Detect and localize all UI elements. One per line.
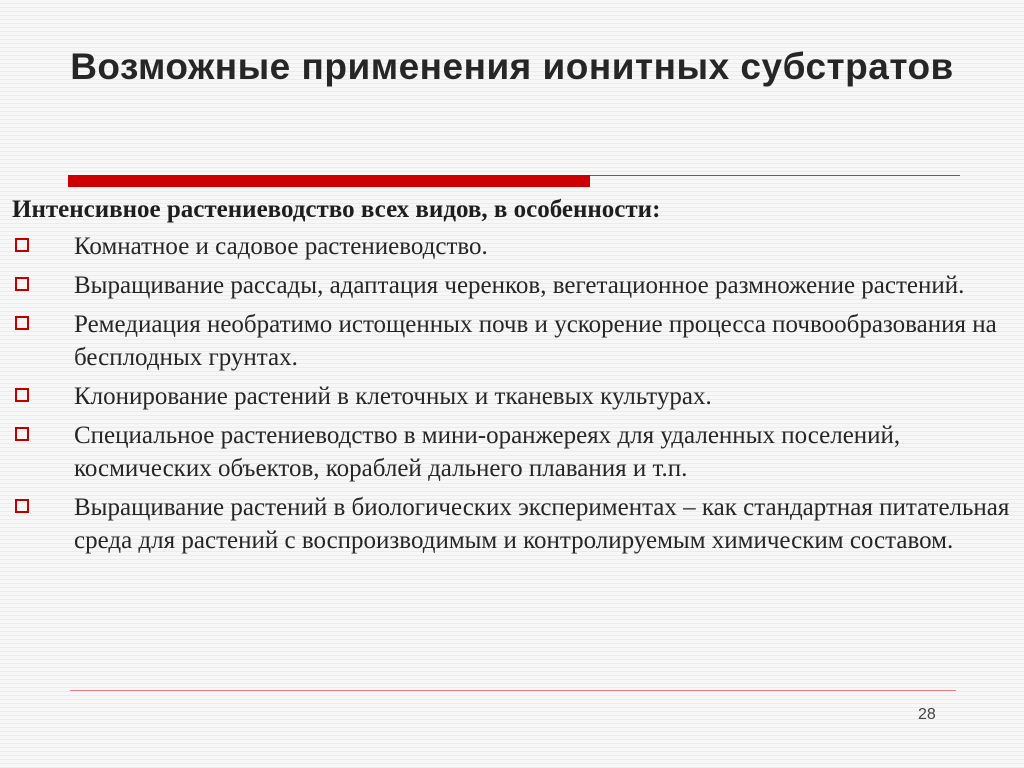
hollow-square-bullet-icon — [15, 427, 29, 441]
slide-title: Возможные применения ионитных субстратов — [70, 46, 954, 87]
bullet-item — [12, 491, 1012, 557]
bullet-list — [12, 230, 1012, 557]
bullet-text: Выращивание рассады, адаптация черенков, вегетационное размножение растений. — [74, 272, 965, 299]
bullet-text: Ремедиация необратимо истощенных почв и ускорение процесса почвообразования на бесплодных грунтах. — [74, 311, 997, 371]
bullet-item — [12, 380, 1012, 413]
bullet-text: Специальное растениеводство в мини-оранжереях для удаленных поселений, космических объектов, кораблей дальнего плавания и т.п. — [74, 422, 901, 482]
bottom-divider — [70, 690, 956, 691]
hollow-square-bullet-icon — [15, 277, 29, 291]
slide-content — [12, 192, 1012, 563]
bullet-item — [12, 230, 1012, 263]
page-number: 28 — [918, 706, 936, 723]
intro-text: Интенсивное растениеводство всех видов, в особенности: — [12, 196, 661, 223]
hollow-square-bullet-icon — [15, 238, 29, 252]
hollow-square-bullet-icon — [15, 499, 29, 513]
bullet-item — [12, 308, 1012, 374]
bullet-text: Выращивание растений в биологических экспериментах – как стандартная питательная среда для растений с воспроизводимым и контролируемым химическим составом. — [74, 494, 1010, 554]
bullet-item — [12, 269, 1012, 302]
hollow-square-bullet-icon — [15, 316, 29, 330]
title-divider-thick — [68, 175, 590, 187]
title-divider-thin — [590, 175, 960, 176]
hollow-square-bullet-icon — [15, 388, 29, 402]
bullet-text: Клонирование растений в клеточных и тканевых культурах. — [74, 383, 712, 410]
bullet-item — [12, 419, 1012, 485]
bullet-text: Комнатное и садовое растениеводство. — [74, 233, 488, 260]
